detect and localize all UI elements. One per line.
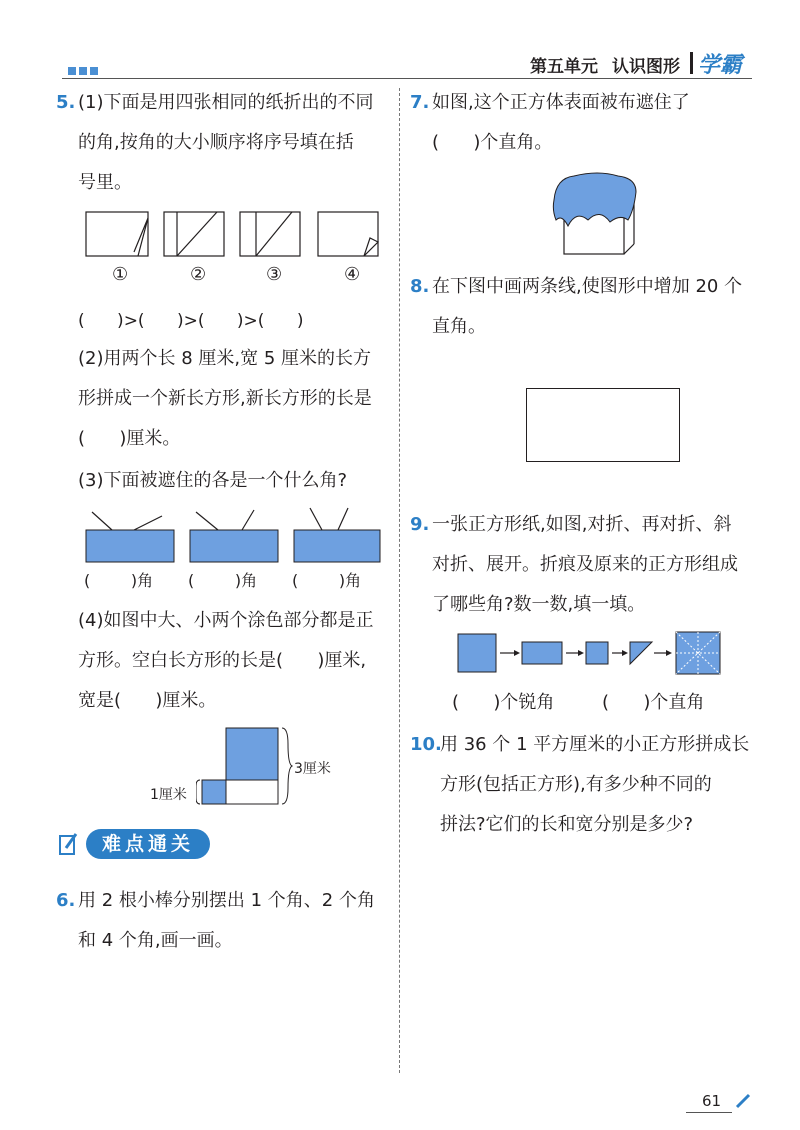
folded-paper-1	[86, 212, 148, 256]
covered-angle-2	[190, 510, 278, 562]
q5-p2-line3[interactable]: ( )厘米。	[78, 428, 181, 449]
label-1cm: 1厘米	[150, 787, 187, 803]
footer-rule	[686, 1112, 732, 1113]
q10-line2: 方形(包括正方形),有多少种不同的	[440, 774, 712, 795]
angle-blank-2[interactable]: ( )角	[188, 571, 258, 590]
folded-paper-2	[164, 212, 224, 256]
covered-cube-figure	[548, 170, 640, 260]
q5-p4-line2[interactable]: 方形。空白长方形的长是( )厘米,	[78, 650, 367, 671]
q7-line1: 如图,这个正方体表面被布遮住了	[432, 92, 690, 113]
q9-blank-right[interactable]: ( )个直角	[602, 692, 705, 713]
draw-rectangle[interactable]	[526, 388, 680, 462]
q5-p4-line1: (4)如图中大、小两个涂色部分都是正	[78, 610, 374, 631]
fold-step-4	[630, 642, 652, 664]
angle-blank-3[interactable]: ( )角	[292, 571, 362, 590]
fold-step-3	[586, 642, 608, 664]
label-3cm: 3厘米	[294, 761, 331, 777]
q9-line1: 一张正方形纸,如图,对折、再对折、斜	[432, 514, 732, 535]
arrow-icon	[566, 650, 584, 656]
page-number: 61	[702, 1092, 722, 1110]
q10-line1: 用 36 个 1 平方厘米的小正方形拼成长	[440, 734, 750, 755]
header-unit: 第五单元	[530, 57, 598, 77]
header-decoration	[68, 60, 101, 79]
angle-blank-1[interactable]: ( )角	[84, 571, 154, 590]
q9-line2: 对折、展开。折痕及原来的正方形组成	[432, 554, 738, 575]
header-rule	[62, 78, 752, 79]
covered-angle-figures	[82, 506, 382, 566]
section-title: 难点通关	[101, 833, 194, 855]
arrow-icon	[500, 650, 520, 656]
q6-line2: 和 4 个角,画一画。	[78, 930, 233, 951]
q9-line3: 了哪些角?数一数,填一填。	[432, 594, 646, 615]
folding-sequence-figure	[452, 628, 732, 678]
folded-paper-3	[240, 212, 300, 256]
arrow-icon	[612, 650, 628, 656]
q5-p2-line1: (2)用两个长 8 厘米,宽 5 厘米的长方	[78, 348, 372, 369]
q10-number: 10.	[410, 734, 442, 755]
q5-p1-line1: (1)下面是用四张相同的纸折出的不同	[78, 92, 374, 113]
arrow-icon	[654, 650, 672, 656]
paper-label-1: ①	[112, 264, 129, 285]
q5-order-blanks[interactable]: ( )>( )>( )>( )	[78, 311, 304, 331]
q8-line1: 在下图中画两条线,使图形中增加 20 个	[432, 276, 743, 297]
covered-angle-1	[86, 512, 174, 562]
section-pencil-icon	[58, 832, 80, 856]
square-composite-figure	[196, 724, 296, 810]
q5-p2-line2: 形拼成一个新长方形,新长方形的长是	[78, 388, 372, 409]
q5-p1-line3: 号里。	[78, 172, 132, 193]
q7-line2[interactable]: ( )个直角。	[432, 132, 553, 153]
fold-step-5	[676, 632, 720, 674]
q9-blank-acute[interactable]: ( )个锐角	[452, 692, 555, 713]
q5-number: 5.	[56, 92, 76, 113]
folded-paper-4	[318, 212, 378, 256]
q10-line3: 拼法?它们的长和宽分别是多少?	[440, 814, 694, 835]
header-brand-logo: 学霸	[698, 53, 743, 78]
q8-line2: 直角。	[432, 316, 486, 337]
fold-step-2	[522, 642, 562, 664]
q5-p3-line1: (3)下面被遮住的各是一个什么角?	[78, 470, 348, 491]
pencil-icon	[734, 1092, 752, 1110]
paper-label-2: ②	[190, 264, 207, 285]
header-separator	[690, 52, 693, 74]
header-topic: 认识图形	[612, 57, 680, 77]
section-title-badge	[86, 829, 210, 859]
q8-number: 8.	[410, 276, 430, 297]
q6-line1: 用 2 根小棒分别摆出 1 个角、2 个角	[78, 890, 375, 911]
q7-number: 7.	[410, 92, 430, 113]
column-divider	[399, 88, 400, 1073]
fold-step-1	[458, 634, 496, 672]
q5-p4-line3[interactable]: 宽是( )厘米。	[78, 690, 217, 711]
covered-angle-3	[294, 508, 380, 562]
q6-number: 6.	[56, 890, 76, 911]
q5-p1-line2: 的角,按角的大小顺序将序号填在括	[78, 132, 354, 153]
paper-label-4: ④	[344, 264, 361, 285]
q9-number: 9.	[410, 514, 430, 535]
paper-label-3: ③	[266, 264, 283, 285]
